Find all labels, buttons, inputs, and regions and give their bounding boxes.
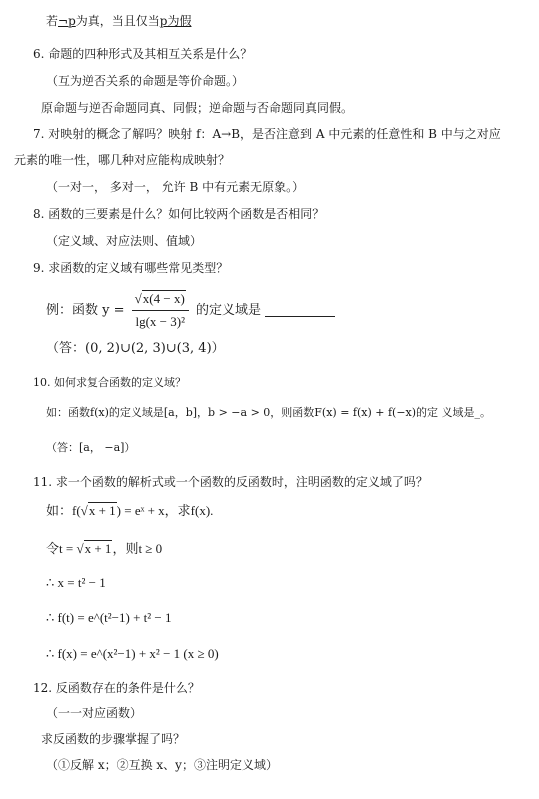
p: p bbox=[159, 14, 168, 28]
text: 如：f( bbox=[46, 503, 81, 518]
neg-p: ¬p bbox=[58, 14, 76, 28]
question-11: 11. 求一个函数的解析式或一个函数的反函数时，注明函数的定义域了吗？ bbox=[33, 475, 428, 489]
question-6: 6. 命题的四种形式及其相互关系是什么？ bbox=[33, 47, 253, 61]
text: 为假 bbox=[167, 14, 192, 28]
answer-10: （答：[a， −a]） bbox=[46, 441, 136, 454]
example-10: 如：函数f(x)的定义域是[a，b]，b > −a > 0，则函数F(x) = f(x) + f(−x)的定 义域是_。 bbox=[46, 406, 492, 419]
text: 为真，当且仅当 bbox=[75, 14, 160, 28]
question-12: 12. 反函数存在的条件是什么？ bbox=[33, 681, 200, 695]
text: 令t = bbox=[46, 541, 74, 556]
line-1 bbox=[46, 13, 191, 29]
numerator: x(4 − x) bbox=[142, 291, 185, 306]
answer-8: （定义域、对应法则、值域） bbox=[46, 234, 203, 248]
question-9: 9. 求函数的定义域有哪些常见类型？ bbox=[33, 261, 229, 275]
answer-12b: （①反解 x；②互换 x、y；③注明定义域） bbox=[46, 758, 278, 772]
answer-7: （一对一， 多对一， 允许 B 中有元素无原象。） bbox=[46, 180, 305, 194]
answer-12: （一一对应函数） bbox=[46, 706, 143, 720]
question-7a: 7. 对映射的概念了解吗？映射 f：A→B，是否注意到 A 中元素的任意性和 B 中与之对应 bbox=[33, 127, 501, 141]
text: 的定义域是 bbox=[195, 303, 261, 318]
sqrt-arg: x + 1 bbox=[84, 541, 112, 556]
fraction: $\frac{√x(4 - x)}{\text{lg(x − 3)²}}$ bbox=[132, 289, 189, 332]
example-9 bbox=[46, 289, 335, 332]
step-11a: 如：f(√x + 1) = eˣ + x，求f(x). bbox=[46, 503, 214, 518]
question-12b: 求反函数的步骤掌握了吗？ bbox=[41, 732, 186, 746]
text: 例：函数 y = bbox=[46, 303, 125, 318]
answer-9: （答：(0, 2)∪(2, 3)∪(3, 4)） bbox=[46, 341, 225, 356]
question-7b: 元素的唯一性，哪几种对应能构成映射？ bbox=[14, 153, 231, 167]
text: ) = eˣ + x，求f(x). bbox=[116, 503, 214, 518]
question-10: 10. 如何求复合函数的定义域？ bbox=[33, 376, 186, 389]
answer-blank bbox=[265, 304, 335, 317]
answer-6a: （互为逆否关系的命题是等价命题。） bbox=[46, 74, 245, 88]
text: 若 bbox=[46, 14, 59, 28]
step-11c: ∴ x = t² − 1 bbox=[46, 575, 106, 590]
question-8: 8. 函数的三要素是什么？如何比较两个函数是否相同？ bbox=[33, 207, 325, 221]
answer-6b: 原命题与逆否命题同真、同假；逆命题与否命题同真同假。 bbox=[41, 101, 354, 115]
step-11e: ∴ f(x) = e^(x²−1) + x² − 1 (x ≥ 0) bbox=[46, 646, 219, 661]
step-11d: ∴ f(t) = e^(t²−1) + t² − 1 bbox=[46, 610, 172, 625]
denominator: lg(x − 3)² bbox=[135, 314, 185, 329]
sqrt-arg: x + 1 bbox=[88, 503, 116, 518]
text: ，则t ≥ 0 bbox=[112, 541, 163, 556]
step-11b: 令t = √x + 1，则t ≥ 0 bbox=[46, 541, 163, 556]
